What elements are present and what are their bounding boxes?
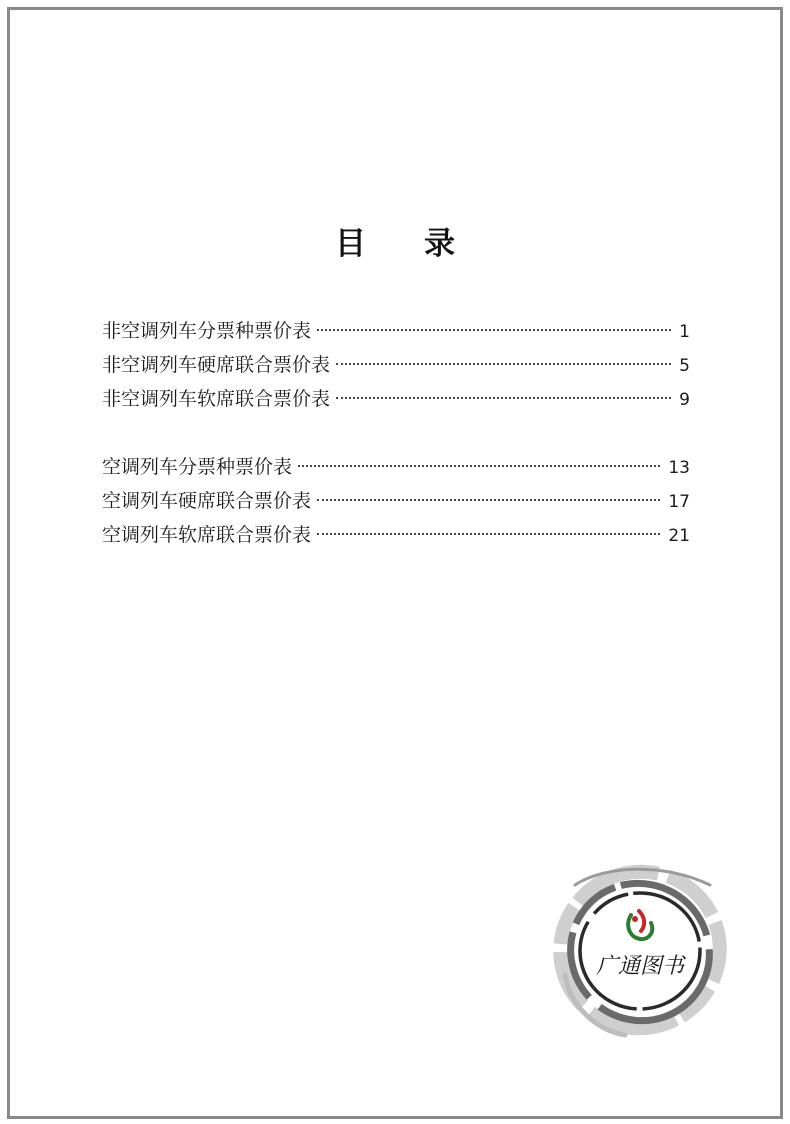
- toc-entry-label: 空调列车分票种票价表: [102, 456, 293, 478]
- toc-entry[interactable]: [102, 518, 690, 552]
- toc-dot-leader: [298, 465, 660, 467]
- toc-entry-label: 非空调列车硬席联合票价表: [102, 354, 331, 376]
- page-title-char-1: 目: [335, 226, 366, 262]
- toc-entry-page: 9: [679, 390, 690, 410]
- logo-text: 广通图书: [595, 954, 685, 979]
- toc-entry[interactable]: [102, 348, 690, 382]
- toc-entry-label: 空调列车软席联合票价表: [102, 524, 312, 546]
- toc-dot-leader: [317, 499, 660, 501]
- toc-entry-label: 非空调列车分票种票价表: [102, 320, 312, 342]
- toc-entry-page: 1: [679, 322, 690, 342]
- toc-entry[interactable]: [102, 382, 690, 416]
- toc-group-ac: [102, 450, 690, 552]
- toc-dot-leader: [336, 363, 671, 365]
- toc-entry[interactable]: [102, 484, 690, 518]
- toc-entry[interactable]: [102, 450, 690, 484]
- ink-circle-seal-icon: [545, 855, 735, 1045]
- toc-entry-page: 17: [668, 492, 690, 512]
- publisher-logo: [545, 855, 735, 1045]
- page-title-char-2: 录: [424, 226, 455, 262]
- page-title: [0, 218, 790, 263]
- toc-group-non-ac: [102, 314, 690, 416]
- toc-entry-label: 空调列车硬席联合票价表: [102, 490, 312, 512]
- toc-entry-page: 21: [668, 526, 690, 546]
- toc-entry-page: 5: [679, 356, 690, 376]
- toc-entry[interactable]: [102, 314, 690, 348]
- toc-entry-page: 13: [668, 458, 690, 478]
- toc-dot-leader: [336, 397, 671, 399]
- toc-dot-leader: [317, 533, 660, 535]
- toc-entry-label: 非空调列车软席联合票价表: [102, 388, 331, 410]
- toc-dot-leader: [317, 329, 671, 331]
